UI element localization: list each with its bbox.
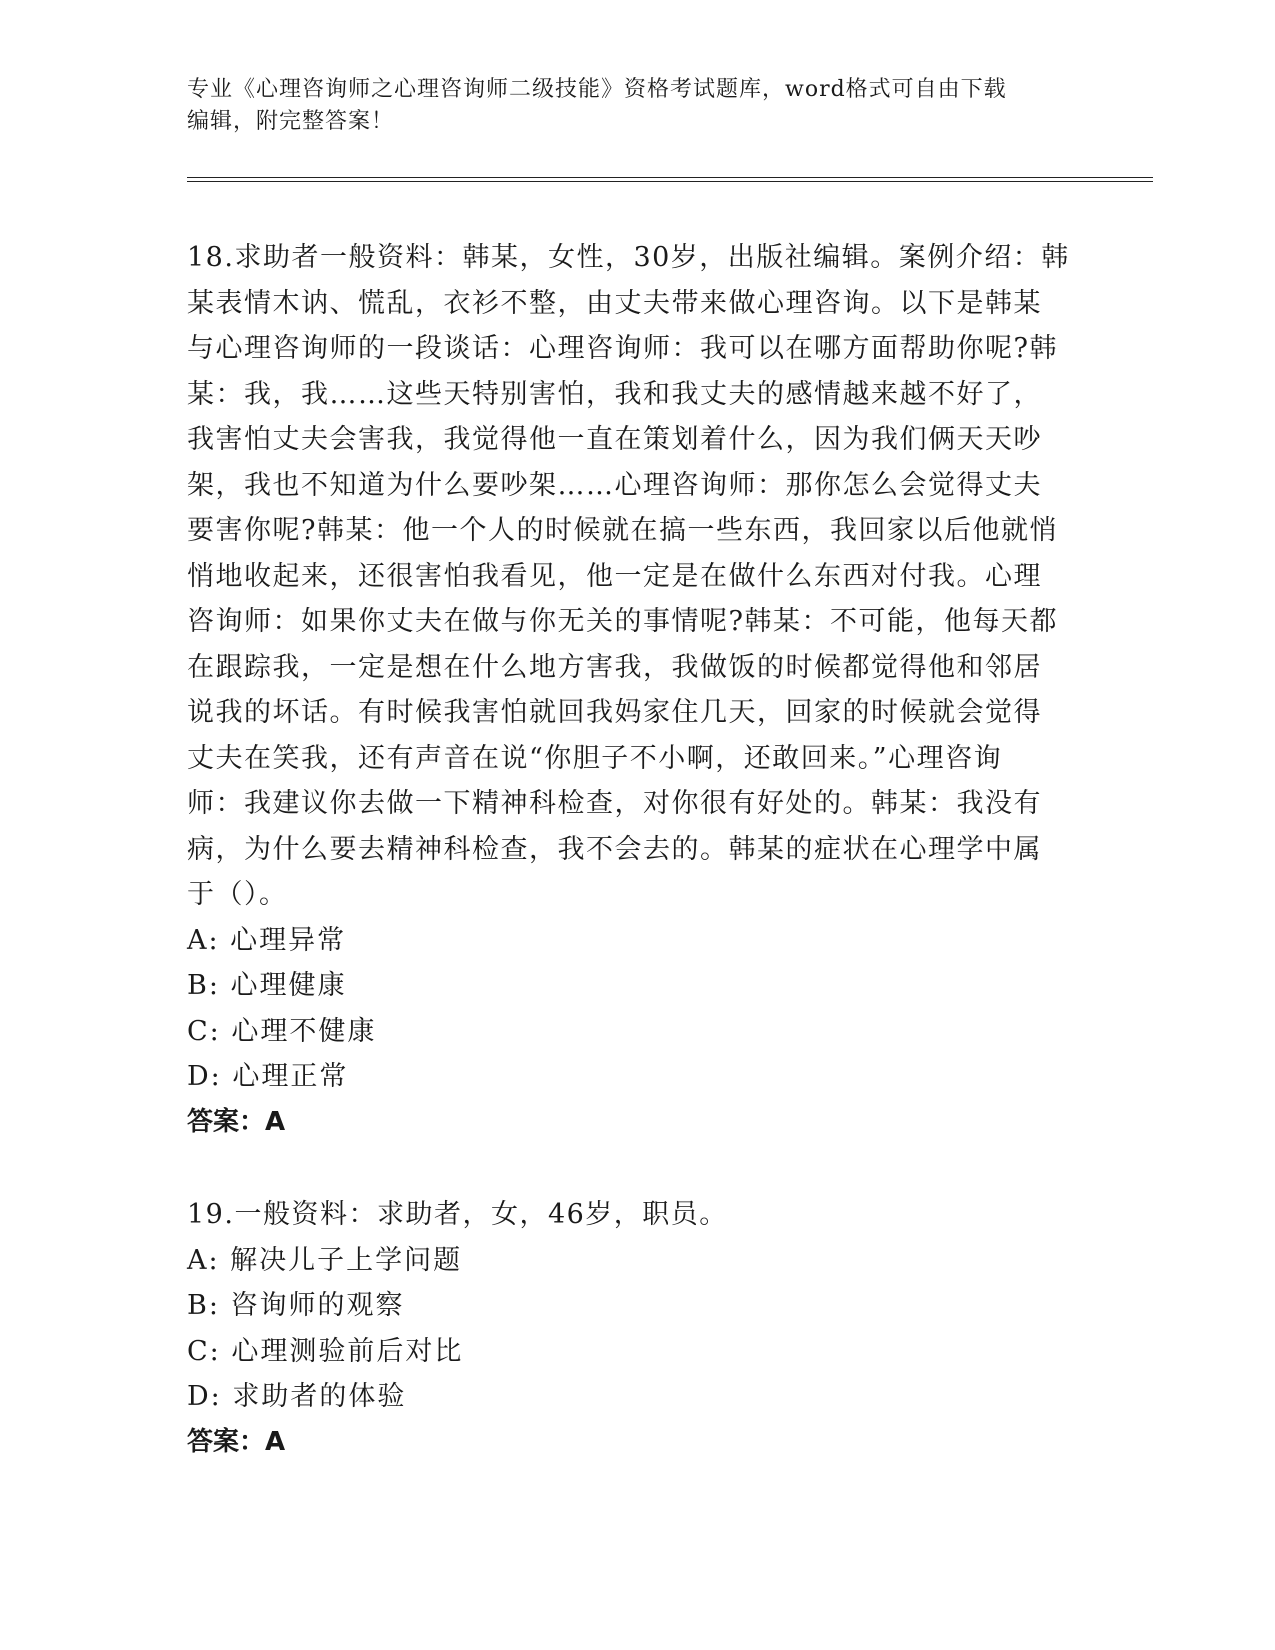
stem-line: 咨询师：如果你丈夫在做与你无关的事情呢?韩某：不可能，他每天都: [187, 606, 1058, 637]
stem-line: 18.求助者一般资料：韩某，女性，30岁，出版社编辑。案例介绍：韩: [187, 242, 1070, 273]
question-19: [187, 1192, 728, 1465]
stem-line: 某表情木讷、慌乱，衣衫不整，由丈夫带来做心理咨询。以下是韩某: [187, 287, 1042, 319]
header-double-rule: [187, 177, 1153, 182]
question-stem: [187, 235, 1070, 918]
stem-line: 架，我也不知道为什么要吵架……心理咨询师：那你怎么会觉得丈夫: [187, 469, 1042, 501]
option-c: C: 心理不健康: [187, 1015, 377, 1047]
stem-line: 于（）。: [187, 879, 288, 910]
answer-line: 答案：A: [187, 1426, 286, 1457]
stem-line: 在跟踪我，一定是想在什么地方害我，我做饭的时候都觉得他和邻居: [187, 651, 1042, 683]
stem-line: 说我的坏话。有时候我害怕就回我妈家住几天，回家的时候就会觉得: [187, 697, 1042, 728]
stem-line: 丈夫在笑我，还有声音在说“你胆子不小啊，还敢回来。”心理咨询: [187, 742, 1003, 774]
stem-line: 悄地收起来，还很害怕我看见，他一定是在做什么东西对付我。心理: [187, 560, 1042, 592]
option-a: A: 解决儿子上学问题: [187, 1244, 463, 1276]
option-d: D: 求助者的体验: [187, 1381, 407, 1412]
stem-line: 与心理咨询师的一段谈话：心理咨询师：我可以在哪方面帮助你呢?韩: [187, 333, 1058, 364]
option-b: B: 心理健康: [187, 970, 347, 1001]
document-header: [187, 74, 1087, 138]
stem-line: 要害你呢?韩某：他一个人的时候就在搞一些东西，我回家以后他就悄: [187, 515, 1058, 546]
stem-line: 19.一般资料：求助者，女，46岁，职员。: [187, 1199, 728, 1230]
stem-line: 病，为什么要去精神科检查，我不会去的。韩某的症状在心理学中属: [187, 833, 1042, 865]
header-line-1: 专业《心理咨询师之心理咨询师二级技能》资格考试题库，word格式可自由下载: [187, 77, 1007, 102]
question-18: [187, 235, 1070, 1145]
question-stem: [187, 1192, 728, 1238]
option-d: D: 心理正常: [187, 1061, 349, 1092]
answer-line: 答案：A: [187, 1106, 286, 1137]
stem-line: 我害怕丈夫会害我，我觉得他一直在策划着什么，因为我们俩天天吵: [187, 424, 1042, 455]
stem-line: 某：我，我……这些天特别害怕，我和我丈夫的感情越来越不好了，: [187, 378, 1042, 410]
header-line-2: 编辑，附完整答案！: [187, 109, 395, 134]
option-b: B: 咨询师的观察: [187, 1290, 405, 1321]
option-a: A: 心理异常: [187, 924, 347, 956]
option-c: C: 心理测验前后对比: [187, 1335, 464, 1367]
stem-line: 师：我建议你去做一下精神科检查，对你很有好处的。韩某：我没有: [187, 788, 1042, 819]
